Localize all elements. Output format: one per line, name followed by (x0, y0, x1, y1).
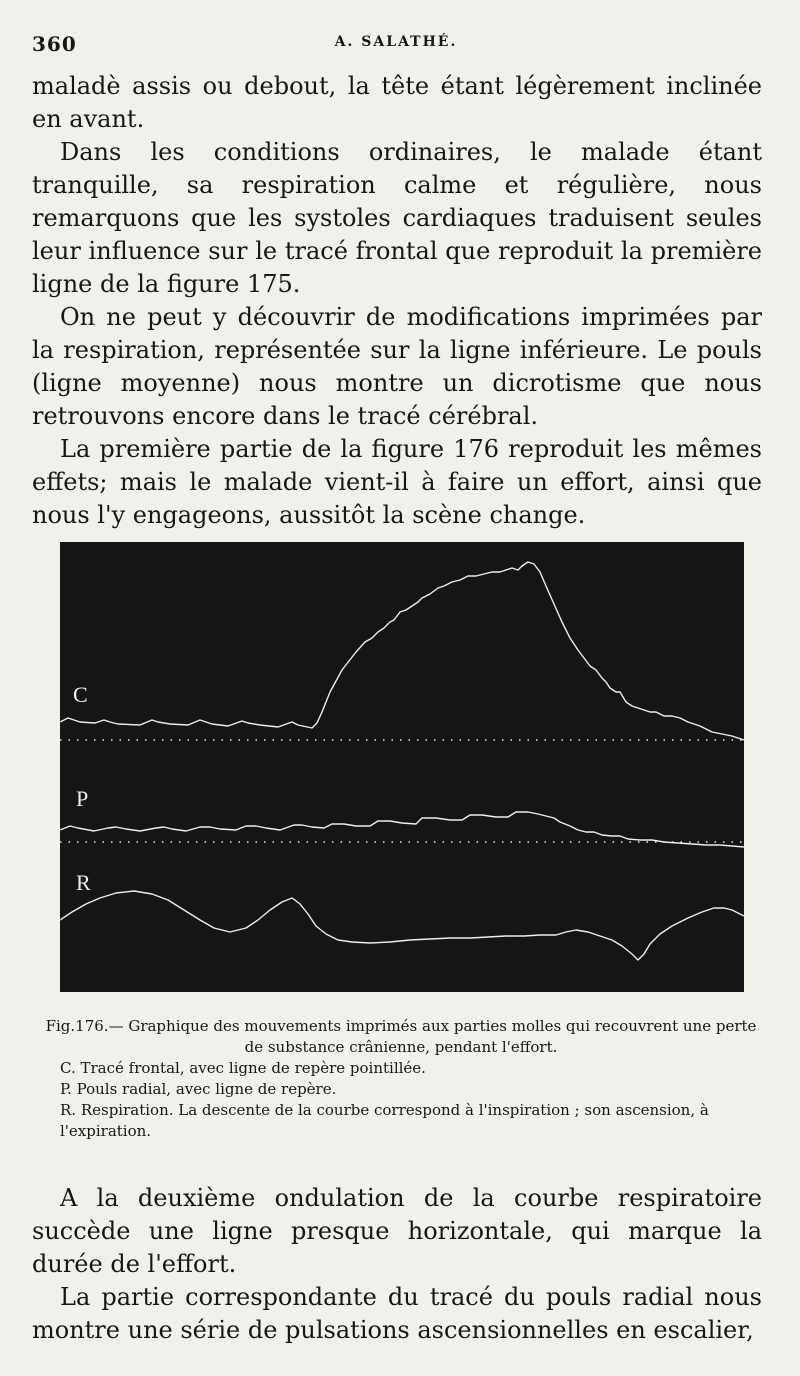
paragraph: La première partie de la figure 176 reproduit les mêmes effets; mais le malade vient-il à faire un effort, ainsi que nous l'y engageons, aussitôt la scène change. (32, 435, 762, 529)
running-head: A. SALATHÉ. (334, 34, 458, 50)
paragraph: A la deuxième ondulation de la courbe respiratoire succède une ligne presque horizontale, qui marque la durée de l'effort. (32, 1184, 762, 1278)
label-c: C (73, 682, 88, 707)
caption-title: Fig.176.— Graphique des mouvements imprimés aux parties molles qui recouvrent une perte de substance crânienne, pendant l'effort. (45, 1017, 757, 1056)
figure-caption (40, 1016, 762, 1142)
label-p: P (76, 786, 89, 811)
caption-item-p: P. Pouls radial, avec ligne de repère. (60, 1080, 337, 1098)
trace-c-frontal (60, 562, 744, 740)
caption-item-r: R. Respiration. La descente de la courbe correspond à l'inspiration ; son ascension, à l'expiration. (60, 1101, 709, 1140)
body-text-bottom (32, 1182, 762, 1347)
label-r: R (76, 870, 91, 895)
figure-176 (60, 542, 744, 992)
paragraph: maladè assis ou debout, la tête étant légèrement inclinée en avant. (32, 72, 762, 133)
page-header (32, 30, 760, 60)
trace-r-respiration (60, 891, 744, 960)
body-text-top (32, 70, 762, 532)
caption-item-c: C. Tracé frontal, avec ligne de repère pointillée. (60, 1059, 426, 1077)
paragraph: Dans les conditions ordinaires, le malade étant tranquille, sa respiration calme et régulière, nous remarquons que les systoles cardiaques traduisent seules leur influence sur le tracé frontal que reproduit la première ligne de la figure 175. (32, 138, 762, 298)
page-number: 360 (32, 32, 77, 56)
paragraph: La partie correspondante du tracé du pouls radial nous montre une série de pulsations ascensionnelles en escalier, (32, 1283, 762, 1344)
paragraph: On ne peut y découvrir de modifications imprimées par la respiration, représentée sur la ligne inférieure. Le pouls (ligne moyenne) nous montre un dicrotisme que nous retrouvons encore dans le tracé cérébral. (32, 303, 762, 430)
trace-graphic (60, 542, 744, 992)
